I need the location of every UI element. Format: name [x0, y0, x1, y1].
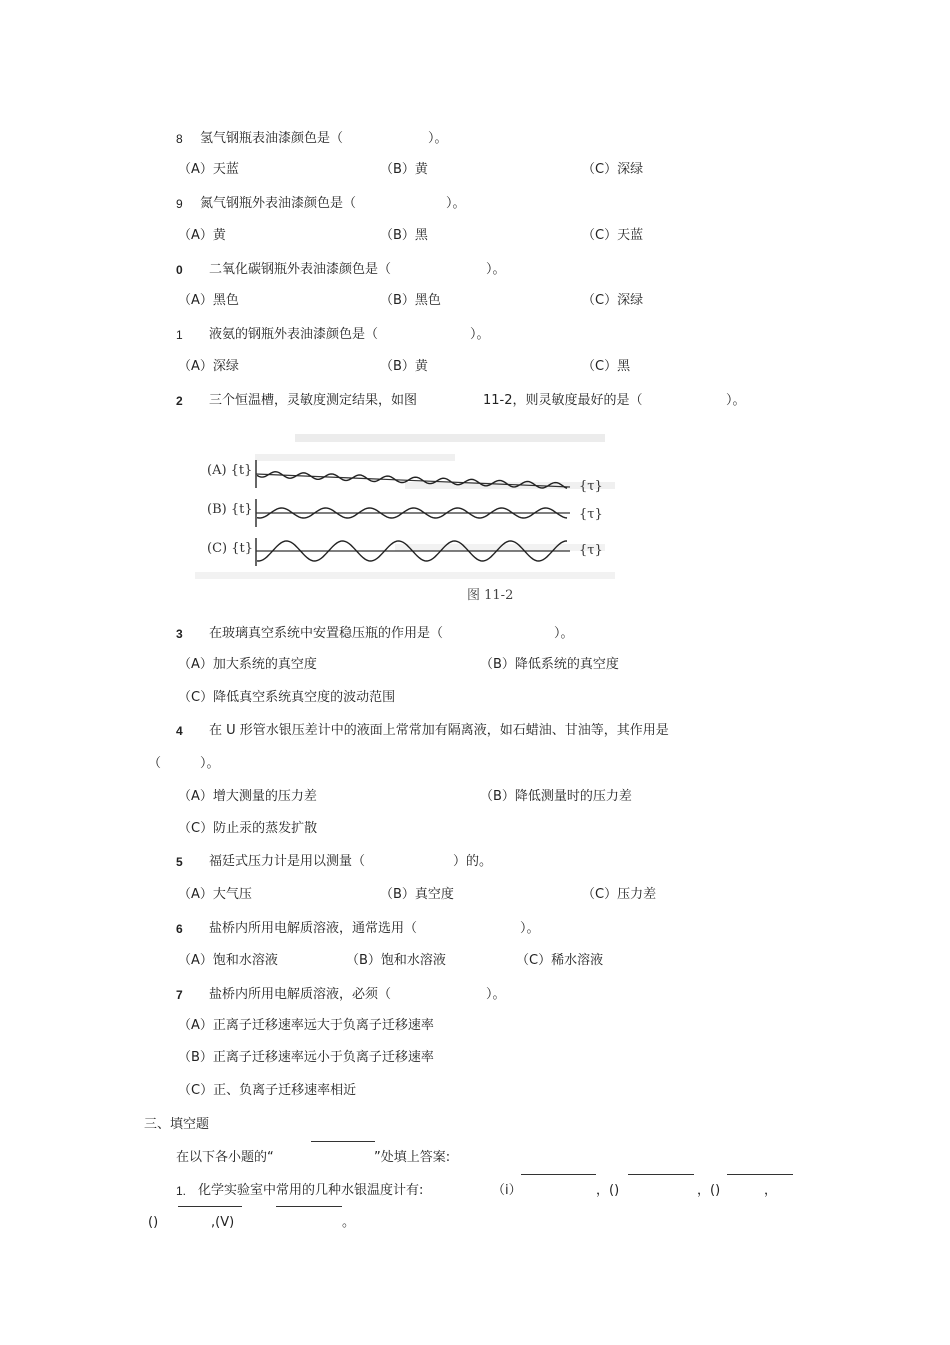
fill-question-text: 化学实验室中常用的几种水银温度计有:	[198, 1183, 424, 1198]
tau-label-a: {τ}	[579, 479, 603, 494]
option-c: （C）天蓝	[582, 228, 644, 243]
blank-line	[727, 1174, 793, 1175]
row-label-b: (B) {t}	[207, 502, 253, 517]
figure-11-2	[195, 432, 625, 607]
option-a: （A）饱和水溶液	[178, 953, 278, 968]
option-c: （C）防止汞的蒸发扩散	[178, 821, 318, 836]
question-figure-ref: 11-2，则灵敏度最好的是（	[483, 393, 643, 408]
option-b: （B）降低系统的真空度	[480, 657, 619, 672]
question-text: 在玻璃真空系统中安置稳压瓶的作用是（	[209, 626, 444, 641]
answer-slot-5: ,(V)	[211, 1215, 235, 1230]
blank-line	[178, 1206, 242, 1207]
question-tail: ）。	[554, 626, 574, 641]
question-text: 氢气钢瓶表油漆颜色是（	[200, 131, 344, 146]
option-c: （C）深绿	[582, 293, 644, 308]
question-text: 福廷式压力计是用以测量（	[209, 854, 366, 869]
oscillation-diagram	[195, 432, 625, 607]
question-number: 7	[176, 988, 183, 1002]
option-a: （A）黑色	[178, 293, 239, 308]
question-tail: ）的。	[453, 854, 493, 869]
question-number: 8	[176, 132, 183, 146]
bleed-through-text	[255, 454, 455, 461]
option-c: （C）深绿	[582, 162, 644, 177]
question-tail: ）。	[486, 262, 506, 277]
question-tail: ）。	[470, 327, 490, 342]
option-a: （A）加大系统的真空度	[178, 657, 317, 672]
answer-slot-3: ，()	[697, 1183, 721, 1198]
option-a: （A）天蓝	[178, 162, 239, 177]
answer-separator: ，	[764, 1183, 778, 1198]
question-number: 0	[176, 263, 183, 277]
answer-slot-4: ()	[148, 1215, 159, 1230]
option-a: （A）深绿	[178, 359, 239, 374]
bleed-through-text	[295, 434, 605, 442]
instruction-end: ”处填上答案:	[374, 1150, 451, 1165]
answer-slot-2: ，()	[596, 1183, 620, 1198]
row-label-a: (A) {t}	[207, 463, 253, 478]
blank-line	[628, 1174, 694, 1175]
option-a: （A）正离子迁移速率远大于负离子迁移速率	[178, 1018, 434, 1033]
option-b: （B）真空度	[380, 887, 454, 902]
option-b: （B）黑色	[380, 293, 441, 308]
figure-caption: 图 11-2	[467, 588, 514, 603]
question-text: 盐桥内所用电解质溶液，通常选用（	[209, 921, 418, 936]
option-b: （B）降低测量时的压力差	[480, 789, 632, 804]
question-number: 2	[176, 394, 183, 408]
question-tail: ）。	[428, 131, 448, 146]
bleed-through-text	[195, 572, 615, 579]
question-number: 4	[176, 724, 183, 738]
question-tail: ）。	[446, 196, 466, 211]
option-b: （B）正离子迁移速率远小于负离子迁移速率	[178, 1050, 434, 1065]
section-heading: 三、填空题	[144, 1117, 210, 1132]
question-number: 3	[176, 627, 183, 641]
question-tail: ）。	[726, 393, 746, 408]
option-a: （A）增大测量的压力差	[178, 789, 317, 804]
option-b: （B）黄	[380, 162, 428, 177]
blank-line	[311, 1141, 375, 1142]
question-tail: ）。	[520, 921, 540, 936]
fill-question-number: 1.	[176, 1184, 187, 1198]
answer-tail: ）。	[200, 756, 220, 771]
option-c: （C）降低真空系统真空度的波动范围	[178, 690, 396, 705]
instruction-start: 在以下各小题的“	[176, 1150, 274, 1165]
question-text: 液氨的钢瓶外表油漆颜色是（	[209, 327, 379, 342]
question-tail: ）。	[486, 987, 506, 1002]
option-b: （B）饱和水溶液	[346, 953, 446, 968]
row-label-c: (C) {t}	[207, 541, 253, 556]
question-number: 9	[176, 197, 183, 211]
question-number: 6	[176, 922, 183, 936]
tau-label-c: {τ}	[579, 543, 603, 558]
option-b: （B）黄	[380, 359, 428, 374]
question-text: 三个恒温槽，灵敏度测定结果，如图	[209, 393, 418, 408]
question-text: 氮气钢瓶外表油漆颜色是（	[200, 196, 357, 211]
option-a: （A）黄	[178, 228, 226, 243]
answer-open: （	[148, 756, 162, 771]
option-c: （C）正、负离子迁移速率相近	[178, 1083, 357, 1098]
option-b: （B）黑	[380, 228, 428, 243]
question-text: 二氧化碳钢瓶外表油漆颜色是（	[209, 262, 392, 277]
blank-line	[276, 1206, 342, 1207]
option-c: （C）稀水溶液	[516, 953, 604, 968]
blank-line	[521, 1174, 596, 1175]
question-number: 1	[176, 328, 183, 342]
answer-end: 。	[342, 1215, 356, 1230]
option-c: （C）黑	[582, 359, 631, 374]
question-number: 5	[176, 855, 183, 869]
question-text: 盐桥内所用电解质溶液，必须（	[209, 987, 392, 1002]
answer-slot-1: （i）	[492, 1183, 522, 1198]
option-c: （C）压力差	[582, 887, 657, 902]
tau-label-b: {τ}	[579, 507, 603, 522]
question-text: 在 U 形管水银压差计中的液面上常常加有隔离液，如石蜡油、甘油等，其作用是	[209, 723, 669, 738]
option-a: （A）大气压	[178, 887, 252, 902]
